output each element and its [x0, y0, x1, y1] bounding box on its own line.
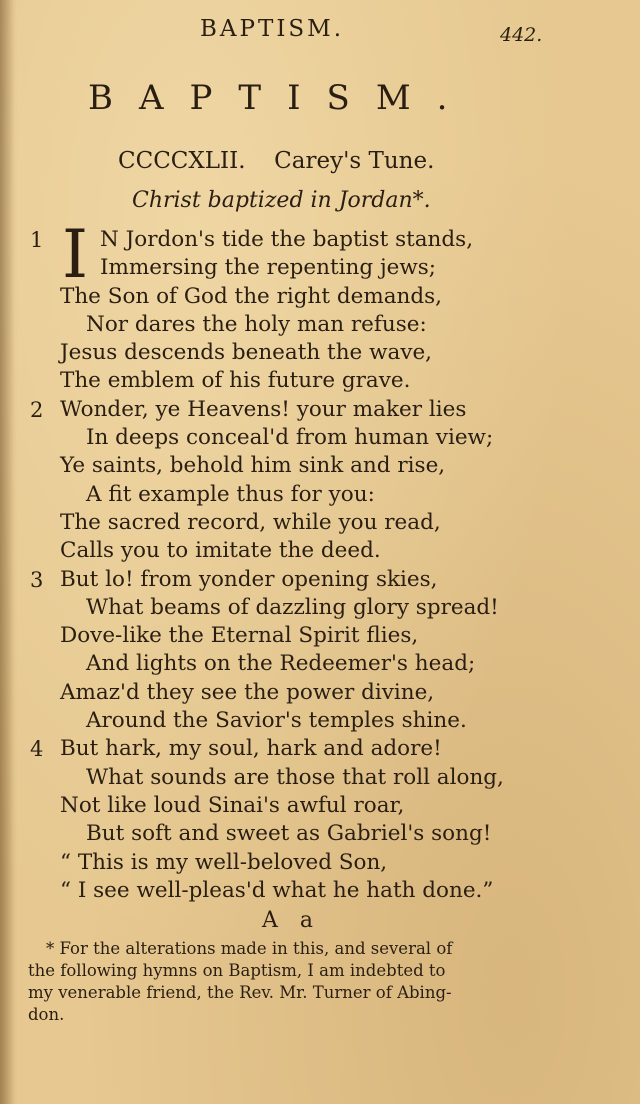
verse-line: Not like loud Sinai's awful roar, [60, 792, 405, 818]
verse-line: Dove-like the Eternal Spirit flies, [60, 623, 419, 649]
verse-line: Calls you to imitate the deed. [60, 538, 381, 564]
hymn-heading [118, 148, 478, 174]
footnote-line: * For the alterations made in this, and several of [46, 939, 453, 958]
verse-line: A fit example thus for you: [86, 481, 375, 507]
verse-line: The emblem of his future grave. [60, 368, 411, 394]
verse-line: And lights on the Redeemer's head; [86, 651, 476, 677]
stanza-number: 1 [30, 228, 44, 252]
running-head: BAPTISM. [200, 16, 345, 42]
footnote [28, 938, 558, 1026]
verse-line: 1 N Jordon's tide the baptist stands, [0, 226, 640, 254]
verse-line: “ This is my well-beloved Son, [60, 849, 388, 875]
footnote-line: the following hymns on Baptism, I am indebted to [28, 961, 446, 980]
drop-cap: I [62, 216, 89, 293]
signature-mark: Aa [262, 908, 336, 933]
verse-line: Around the Savior's temples shine. [86, 708, 467, 734]
verse-line: What sounds are those that roll along, [86, 764, 504, 790]
verse-line: Nor dares the holy man refuse: [86, 311, 427, 337]
verse-line: What beams of dazzling glory spread! [86, 594, 499, 620]
section-title: BAPTISM. [88, 78, 474, 118]
hymn-number: CCCCXLII. [118, 148, 246, 174]
verse-line: 4 But hark, my soul, hark and adore! [0, 735, 640, 763]
verse-line: Ye saints, behold him sink and rise, [60, 453, 446, 479]
verse-line: Amaz'd they see the power divine, [60, 679, 435, 705]
verse-line: Jesus descends beneath the wave, [60, 340, 433, 366]
verse-line: 2 Wonder, ye Heavens! your maker lies [0, 396, 640, 424]
footnote-line: my venerable friend, the Rev. Mr. Turner of Abing- [28, 983, 452, 1002]
hymn-tune: Carey's Tune. [274, 148, 435, 174]
verse-line: The sacred record, while you read, [60, 509, 441, 535]
verse-line: Immersing the repenting jews; [100, 255, 437, 281]
verse-line: “ I see well-pleas'd what he hath done.” [60, 877, 494, 903]
verse-line: The Son of God the right demands, [60, 283, 443, 309]
verse-line: 3 But lo! from yonder opening skies, [0, 566, 640, 594]
stanza-number: 3 [30, 567, 44, 592]
verse-line: In deeps conceal'd from human view; [86, 425, 494, 451]
footnote-line: don. [28, 1005, 65, 1024]
stanza-number: 2 [30, 397, 44, 422]
hymn-subtitle: Christ baptized in Jordan*. [132, 188, 431, 213]
hymn-verses [0, 226, 640, 905]
stanza-number: 4 [30, 737, 44, 762]
verse-line: But soft and sweet as Gabriel's song! [86, 821, 492, 847]
page-number: 442. [500, 24, 543, 46]
